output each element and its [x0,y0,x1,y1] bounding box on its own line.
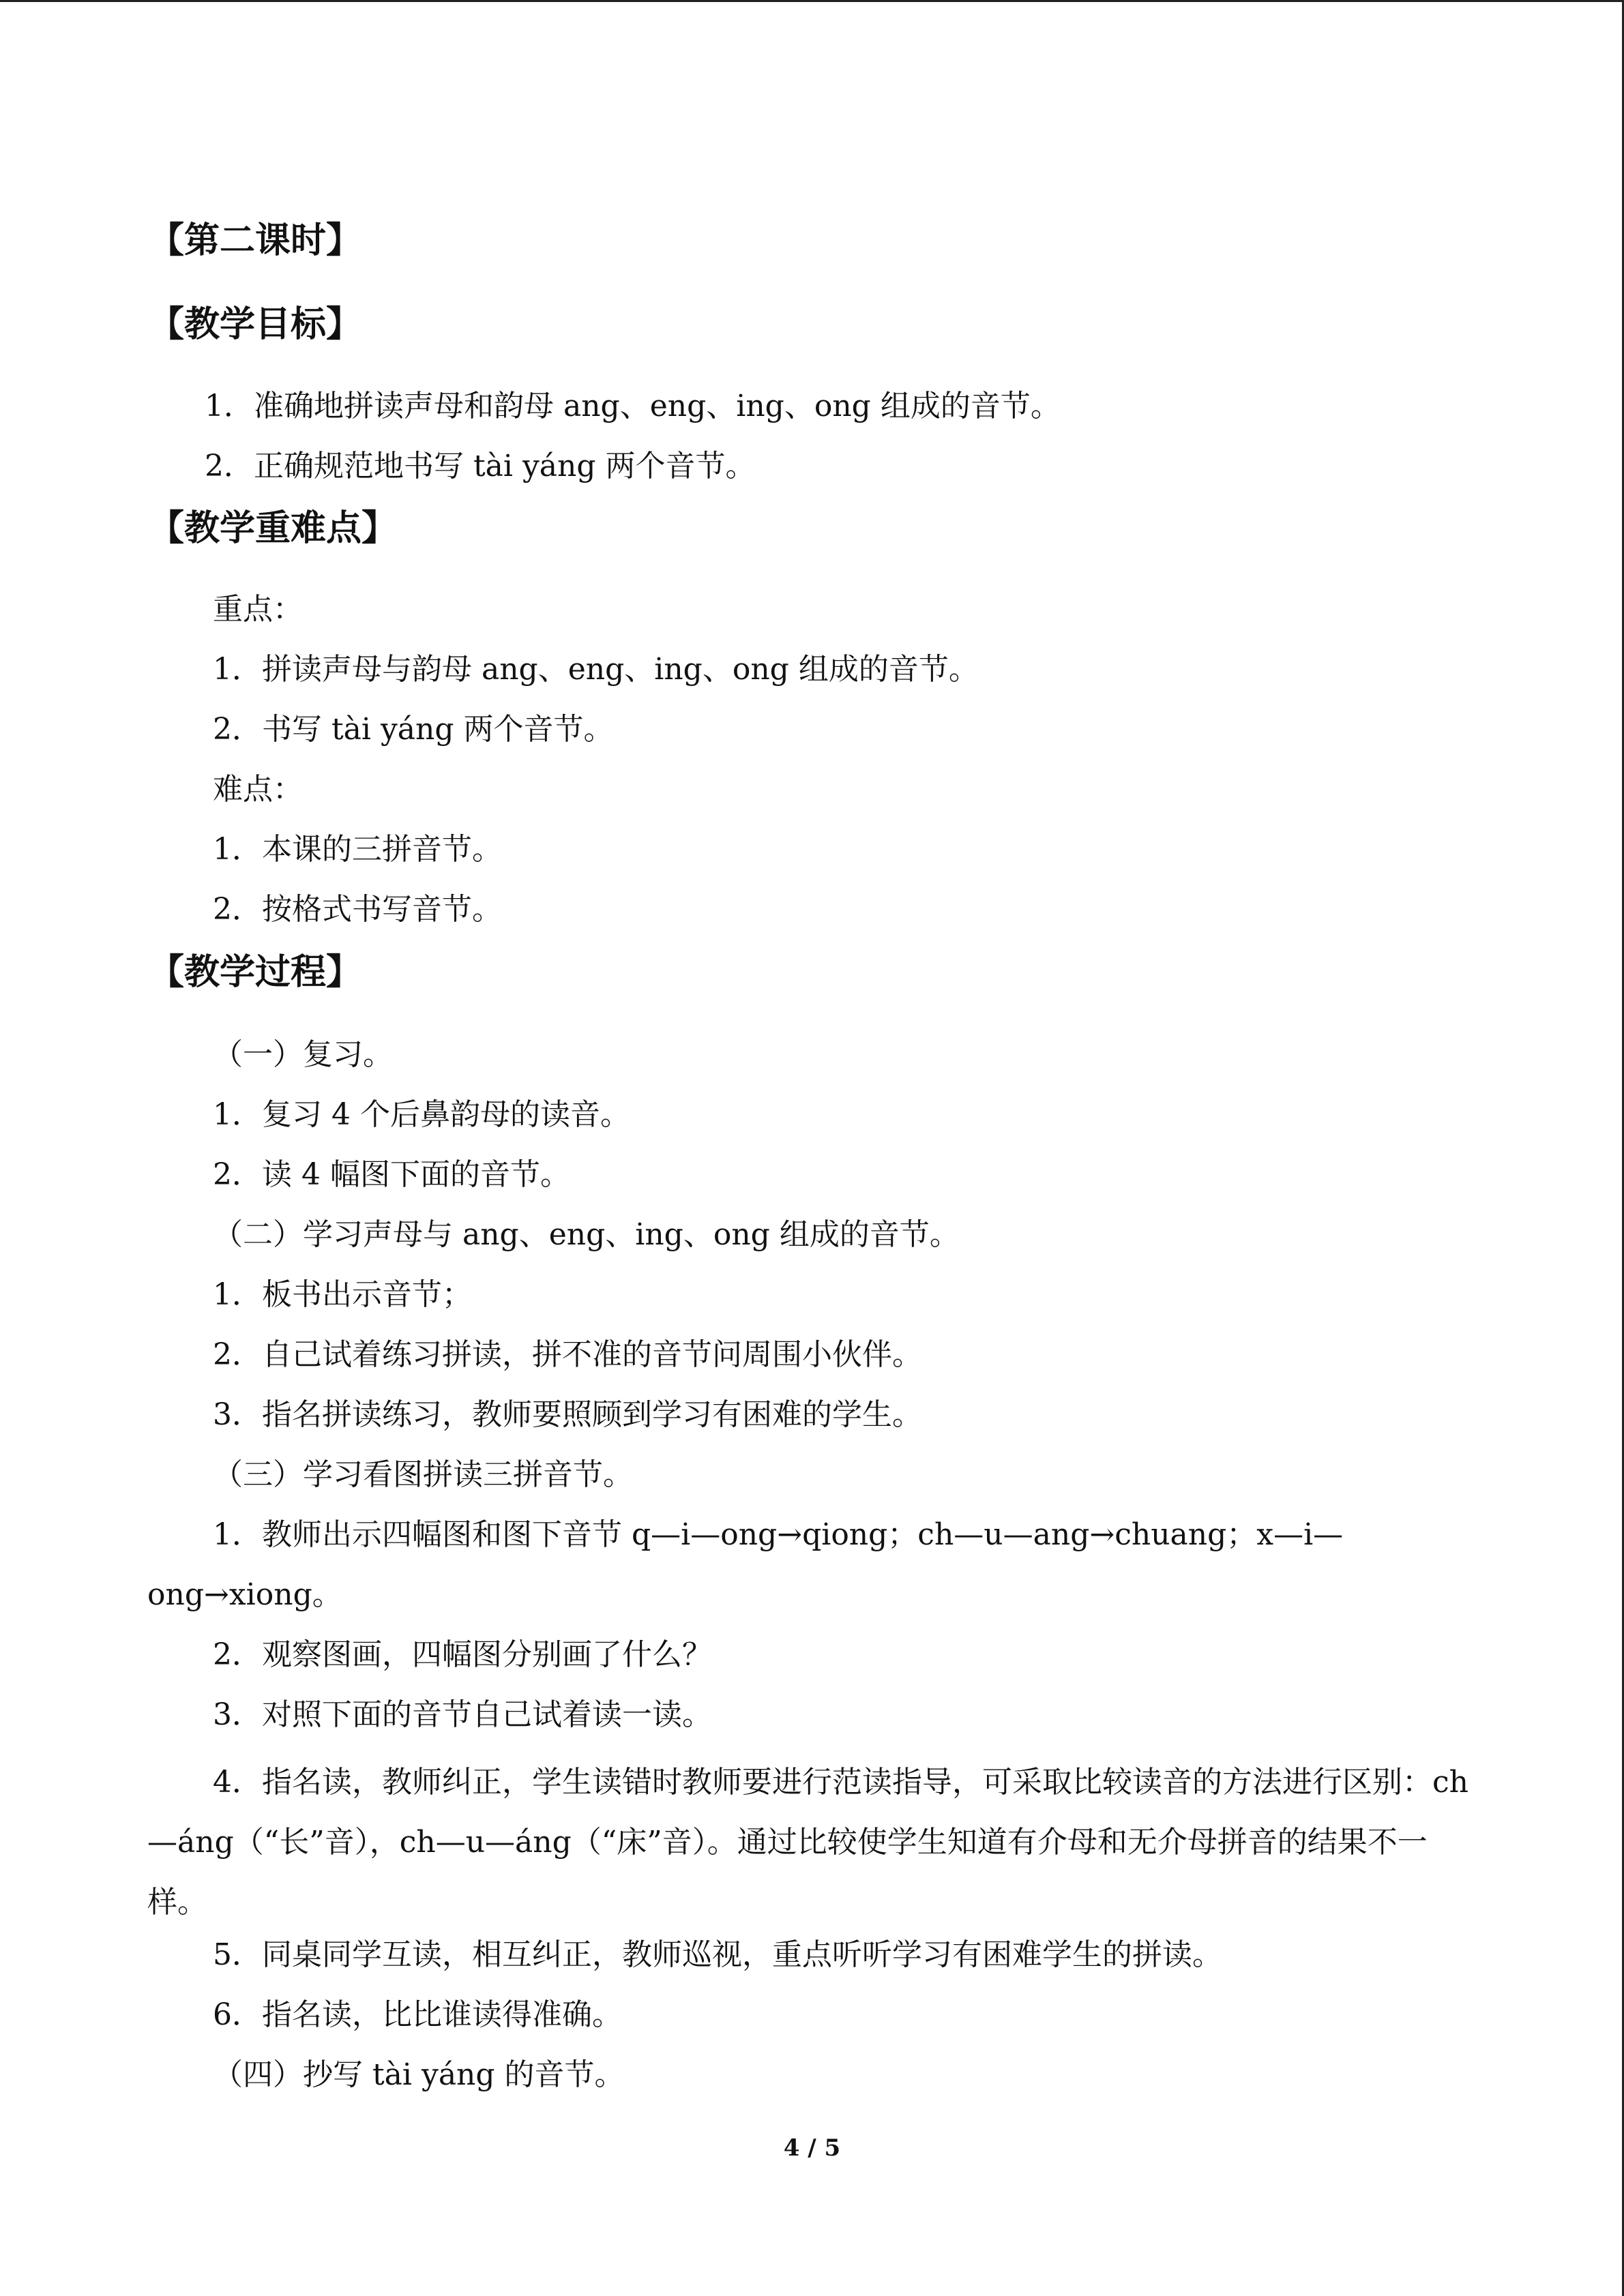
section-3-item-1-continued: ong→xiong。 [147,1577,342,1612]
section-2-item-2: 2．自己试着练习拼读，拼不准的音节问周围小伙伴。 [213,1337,922,1372]
section-3-item-3: 3．对照下面的音节自己试着读一读。 [213,1697,712,1732]
section-3-item-2: 2．观察图画，四幅图分别画了什么？ [213,1637,712,1672]
difficult-item-2: 2．按格式书写音节。 [213,892,502,927]
goal-item-2: 2．正确规范地书写 tài yáng 两个音节。 [205,449,756,483]
section-1-item-1: 1．复习 4 个后鼻韵母的读音。 [213,1097,630,1132]
page-number: 4 / 5 [783,2134,841,2162]
key-label: 重点： [213,592,303,627]
heading-key-difficult: 【教学重难点】 [149,508,398,549]
heading-process: 【教学过程】 [149,952,362,993]
section-1-title: （一）复习。 [213,1037,393,1072]
section-2-title: （二）学习声母与 ang、eng、ing、ong 组成的音节。 [213,1217,960,1252]
goal-item-1: 1．准确地拼读声母和韵母 ang、eng、ing、ong 组成的音节。 [205,389,1061,423]
section-3-item-1: 1．教师出示四幅图和图下音节 q—i—ong→qiong；ch—u—ang→chuang；x—i— [213,1517,1344,1552]
section-3-item-6: 6．指名读，比比谁读得准确。 [213,1997,622,2032]
section-2-item-1: 1．板书出示音节； [213,1277,472,1312]
heading-goals: 【教学目标】 [149,304,362,345]
key-item-1: 1．拼读声母与韵母 ang、eng、ing、ong 组成的音节。 [213,652,979,687]
section-4-title: （四）抄写 tài yáng 的音节。 [213,2057,625,2092]
difficult-label: 难点： [213,772,303,807]
section-3-item-4: 4．指名读，教师纠正，学生读错时教师要进行范读指导，可采取比较读音的方法进行区别：ch—áng（“长”音），ch—u—áng（“床”音）。通过比较使学生知道有介母和无介母拼音的结果不一样。 [147,1765,1468,1920]
section-1-item-2: 2．读 4 幅图下面的音节。 [213,1157,570,1192]
section-3-title: （三）学习看图拼读三拼音节。 [213,1457,633,1492]
section-2-item-3: 3．指名拼读练习，教师要照顾到学习有困难的学生。 [213,1397,922,1432]
heading-lesson: 【第二课时】 [149,220,362,261]
section-3-item-5: 5．同桌同学互读，相互纠正，教师巡视，重点听听学习有困难学生的拼读。 [213,1937,1222,1972]
key-item-2: 2．书写 tài yáng 两个音节。 [213,712,614,747]
difficult-item-1: 1．本课的三拼音节。 [213,832,502,867]
